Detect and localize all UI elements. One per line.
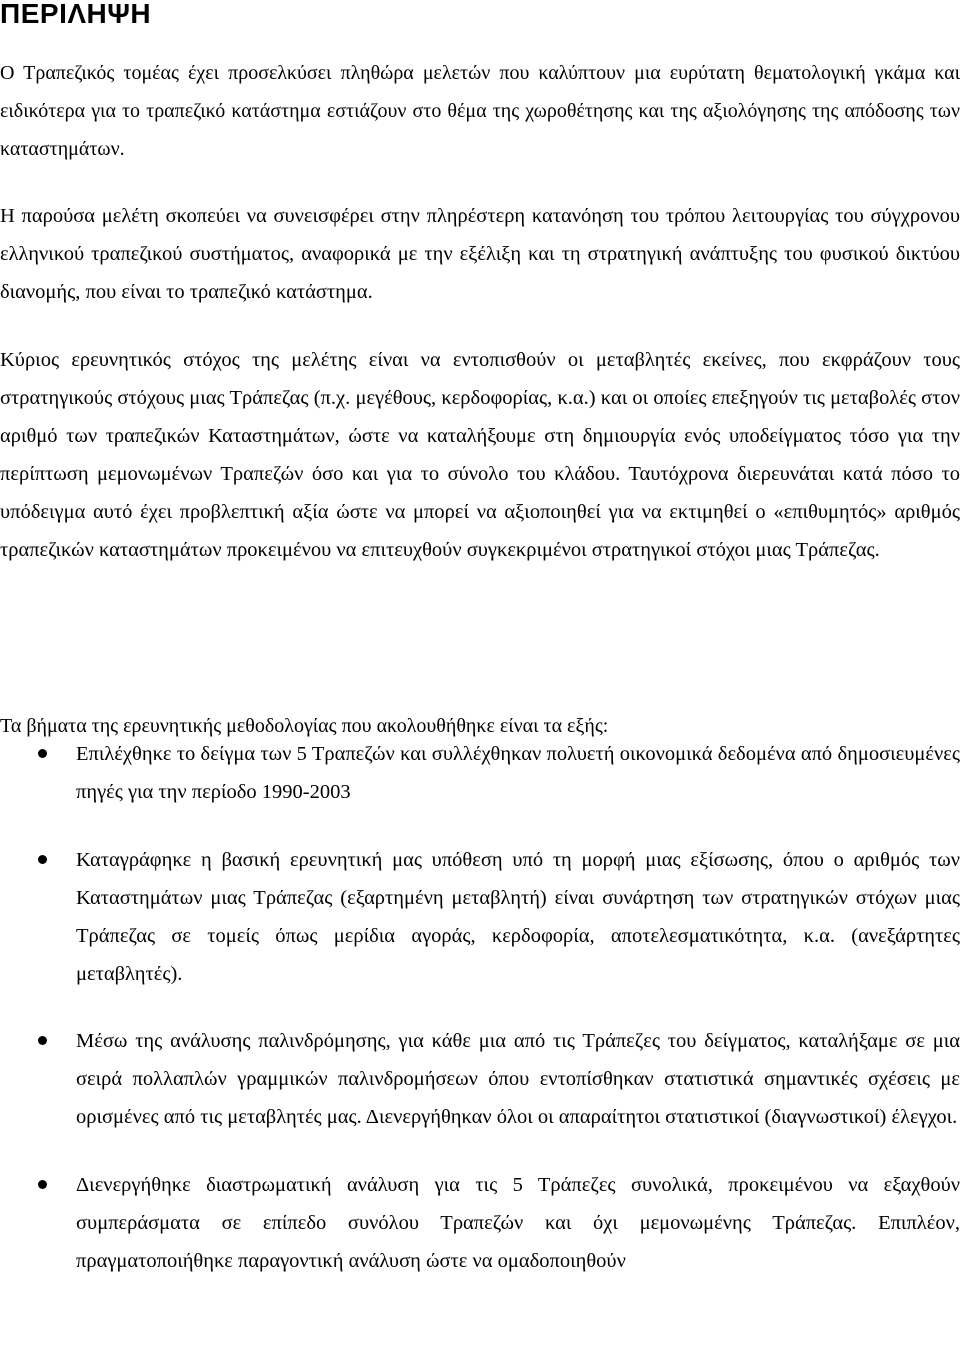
list-item-text: Καταγράφηκε η βασική ερευνητική μας υπόθεση υπό τη μορφή μιας εξίσωσης, όπου ο αριθμός των Καταστημάτων μιας Τράπεζας (εξαρτημένη μεταβλητή) είναι συνάρτηση των στρατηγικών στόχων μιας Τράπεζας σε τομείς όπως μερίδια αγοράς, κερδοφορία, αποτελεσματικότητα, κ.α. (ανεξάρτητες μεταβλητές). xyxy=(76,849,960,985)
document-heading: ΠΕΡΙΛΗΨΗ xyxy=(0,0,152,29)
paragraph-methodology-intro: Τα βήματα της ερευνητικής μεθοδολογίας που ακολουθήθηκε είναι τα εξής: xyxy=(0,715,609,737)
list-item-text: Διενεργήθηκε διαστρωματική ανάλυση για τις 5 Τράπεζες συνολικά, προκειμένου να εξαχθούν συμπεράσματα σε επίπεδο συνόλου Τραπεζών και όχι μεμονωμένης Τράπεζας. Επιπλέον, πραγματοποιήθηκε παραγοντική ανάλυση ώστε να ομαδοποιηθούν xyxy=(76,1174,960,1272)
bullet-icon xyxy=(38,1180,47,1189)
bullet-icon xyxy=(38,1036,47,1045)
methodology-steps-list xyxy=(0,735,960,1280)
paragraph-objective: Κύριος ερευνητικός στόχος της μελέτης είναι να εντοπισθούν οι μεταβλητές εκείνες, που εκφράζουν τους στρατηγικούς στόχους μιας Τράπεζας (π.χ. μεγέθους, κερδοφορίας, κ.α.) και οι οποίες επεξηγούν τις μεταβολές στον αριθμό των τραπεζικών Καταστημάτων, ώστε να καταλήξουμε στη δημιουργία ενός υποδείγματος τόσο για την περίπτωση μεμονωμένων Τραπεζών όσο και για το σύνολο του κλάδου. Ταυτόχρονα διερευνάται κατά πόσο το υπόδειγμα αυτό έχει προβλεπτική αξία ώστε να μπορεί να αξιοποιηθεί για να εκτιμηθεί ο «επιθυμητός» αριθμός τραπεζικών καταστημάτων προκειμένου να επιτευχθούν συγκεκριμένοι στρατηγικοί στόχοι μιας Τράπεζας. xyxy=(0,349,960,561)
list-item-text: Επιλέχθηκε το δείγμα των 5 Τραπεζών και συλλέχθηκαν πολυετή οικονομικά δεδομένα από δημοσιευμένες πηγές για την περίοδο 1990-2003 xyxy=(76,743,960,803)
list-item xyxy=(0,735,960,811)
list-item-text: Μέσω της ανάλυσης παλινδρόμησης, για κάθε μια από τις Τράπεζες του δείγματος, καταλήξαμε σε μια σειρά πολλαπλών γραμμικών παλινδρομήσεων όπου εντοπίσθηκαν στατιστικά σημαντικές σχέσεις με ορισμένες από τις μεταβλητές μας. Διενεργήθηκαν όλοι οι απαραίτητοι στατιστικοί (διαγνωστικοί) έλεγχοι. xyxy=(76,1030,960,1128)
bullet-icon xyxy=(38,749,47,758)
paragraph-intro: Ο Τραπεζικός τομέας έχει προσελκύσει πληθώρα μελετών που καλύπτουν μια ευρύτατη θεματολογική γκάμα και ειδικότερα για το τραπεζικό κατάστημα εστιάζουν στο θέμα της χωροθέτησης και της αξιολόγησης της απόδοσης των καταστημάτων. xyxy=(0,62,960,160)
list-item xyxy=(0,1166,960,1280)
list-item xyxy=(0,841,960,993)
list-item xyxy=(0,1022,960,1136)
bullet-icon xyxy=(38,855,47,864)
paragraph-purpose: Η παρούσα μελέτη σκοπεύει να συνεισφέρει στην πληρέστερη κατανόηση του τρόπου λειτουργίας του σύγχρονου ελληνικού τραπεζικού συστήματος, αναφορικά με την εξέλιξη και τη στρατηγική ανάπτυξης του φυσικού δικτύου διανομής, που είναι το τραπεζικό κατάστημα. xyxy=(0,205,960,303)
